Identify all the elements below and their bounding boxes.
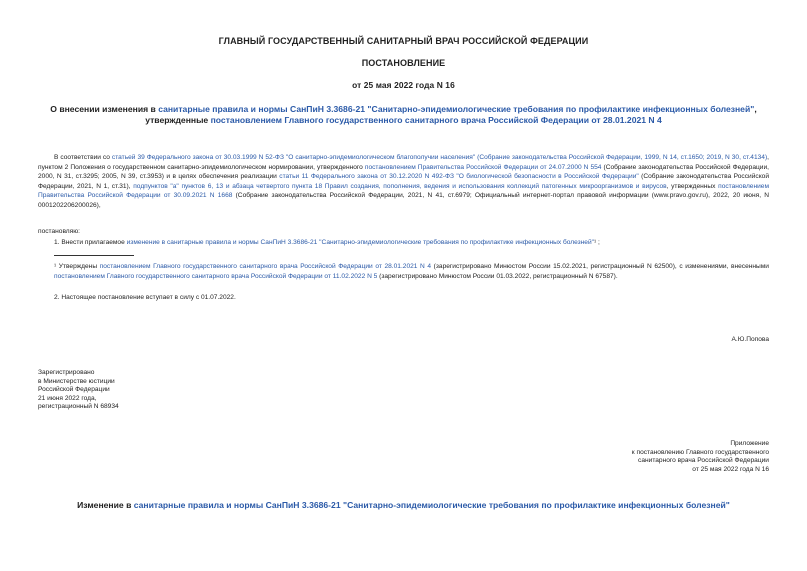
registration-line: в Министерстве юстиции (38, 377, 115, 385)
preamble-text: В соответствии со (54, 154, 112, 161)
registration-line: 21 июня 2022 года, (38, 394, 97, 402)
footnote-resolution-5-link[interactable]: постановлением Главного государственного санитарного врача Российской Федерации от 11.02.2022 N 5 (54, 272, 378, 280)
law-492fz-link[interactable]: статьи 11 Федерального закона от 30.12.2020 N 492-ФЗ "О биологической безопасности в Российской Федерации" (279, 173, 639, 181)
amendment-title (0, 500, 807, 511)
collection-rules-link[interactable]: подпунктов "а" пунктов 6, 13 и абзаца четвертого пункта 18 Правил создания, пополнения, ведения и использования коллекций патогенных микроорганизмов и вирусов (133, 182, 667, 190)
preamble-text: , пунктом 2 Положения о государственном санитарно-эпидемиологическом нормировании, утвержденного (38, 154, 770, 171)
amendment-title-prefix: Изменение в (77, 500, 134, 510)
registration-line: регистрационный N 68934 (38, 403, 119, 411)
title-approved-by: утвержденные (145, 115, 211, 125)
footnote-separator (54, 255, 134, 256)
footnote-marker: ¹ ; (594, 239, 600, 246)
preamble-paragraph (38, 153, 769, 211)
document-title (20, 104, 787, 126)
footnote-text: (зарегистрировано Минюстом России 15.02.2021, регистрационный N 62500), с изменениями, внесенными (431, 263, 769, 270)
title-prefix: О внесении изменения в (50, 104, 159, 114)
title-comma: , (754, 104, 757, 114)
registration-line: Российской Федерации (38, 386, 110, 394)
law-52fz-link[interactable]: статьей 39 Федерального закона от 30.03.1999 N 52-ФЗ "О санитарно-эпидемиологическом благополучии населения" (111, 154, 476, 161)
registration-line: Зарегистрировано (38, 369, 95, 376)
document-type: ПОСТАНОВЛЕНИЕ (361, 58, 446, 68)
title-resolution-link[interactable]: постановлением Главного государственного санитарного врача Российской Федерации от 28.01.2021 N 4 (210, 115, 662, 125)
appendix-line: к постановлению Главного государственного (631, 448, 769, 456)
appendix-line: от 25 мая 2022 года N 16 (692, 465, 769, 473)
footnote-text: (зарегистрировано Минюстом России 01.03.2022, регистрационный N 67587). (377, 272, 618, 280)
amendment-link[interactable]: изменение в санитарные правила и нормы СанПиН 3.3686-21 "Санитарно-эпидемиологические требования по профилактике инфекционных болезней" (126, 239, 594, 246)
preamble-text: (Собрание законодательства Российской Федерации, 2021, N 41, ст.6979; Официальный интернет-портал правовой информации (www.pravo.gov.ru), 2022, 20 июня, N 0001202206200026), (38, 192, 770, 209)
footnote-resolution-4-link[interactable]: постановлением Главного государственного санитарного врача Российской Федерации от 28.01.2021 N 4 (99, 263, 432, 270)
preamble-text: , утвержденных (666, 182, 719, 190)
decree-item-1 (54, 239, 769, 248)
footnote-paragraph (54, 262, 769, 281)
decree-item-1-text: 1. Внести прилагаемое (54, 239, 127, 246)
appendix-label: Приложение (730, 440, 769, 447)
registration-block (38, 369, 119, 412)
government-resolution-1668-link[interactable]: постановлением Правительства Российской Федерации от 30.09.2021 N 1668 (38, 182, 769, 200)
document-date: от 25 мая 2022 года N 16 (352, 80, 455, 90)
appendix-block (632, 440, 769, 474)
preamble-text: (Собрание законодательства Российской Федерации, 2021, N 1, ст.31), (38, 173, 769, 190)
issuing-authority: ГЛАВНЫЙ ГОСУДАРСТВЕННЫЙ САНИТАРНЫЙ ВРАЧ РОССИЙСКОЙ ФЕДЕРАЦИИ (218, 36, 589, 46)
decree-item-2: 2. Настоящее постановление вступает в силу с 01.07.2022. (54, 294, 236, 301)
amendment-title-link[interactable]: санитарные правила и нормы СанПиН 3.3686-21 "Санитарно-эпидемиологические требования по профилактике инфекционных болезней" (133, 500, 730, 510)
appendix-line: санитарного врача Российской Федерации (638, 457, 769, 465)
preamble-text: (Собрание законодательства Российской Федерации, 2000, N 31, ст.3295; 2005, N 39, ст.3953) и в целях обеспечения реализации (38, 163, 769, 181)
decree-label: постановляю: (38, 228, 81, 235)
collection-1999-link[interactable]: (Собрание законодательства Российской Федерации, 1999, N 14, ст.1650; 2019, N 30, ст.4134) (475, 154, 768, 161)
government-resolution-554-link[interactable]: постановлением Правительства Российской Федерации от 24.07.2000 N 554 (364, 163, 602, 171)
signature: А.Ю.Попова (731, 336, 769, 343)
footnote-text: ¹ Утверждены (54, 263, 100, 270)
title-sanpin-link[interactable]: санитарные правила и нормы СанПиН 3.3686-21 "Санитарно-эпидемиологические требования по профилактике инфекционных болезней" (158, 104, 755, 114)
